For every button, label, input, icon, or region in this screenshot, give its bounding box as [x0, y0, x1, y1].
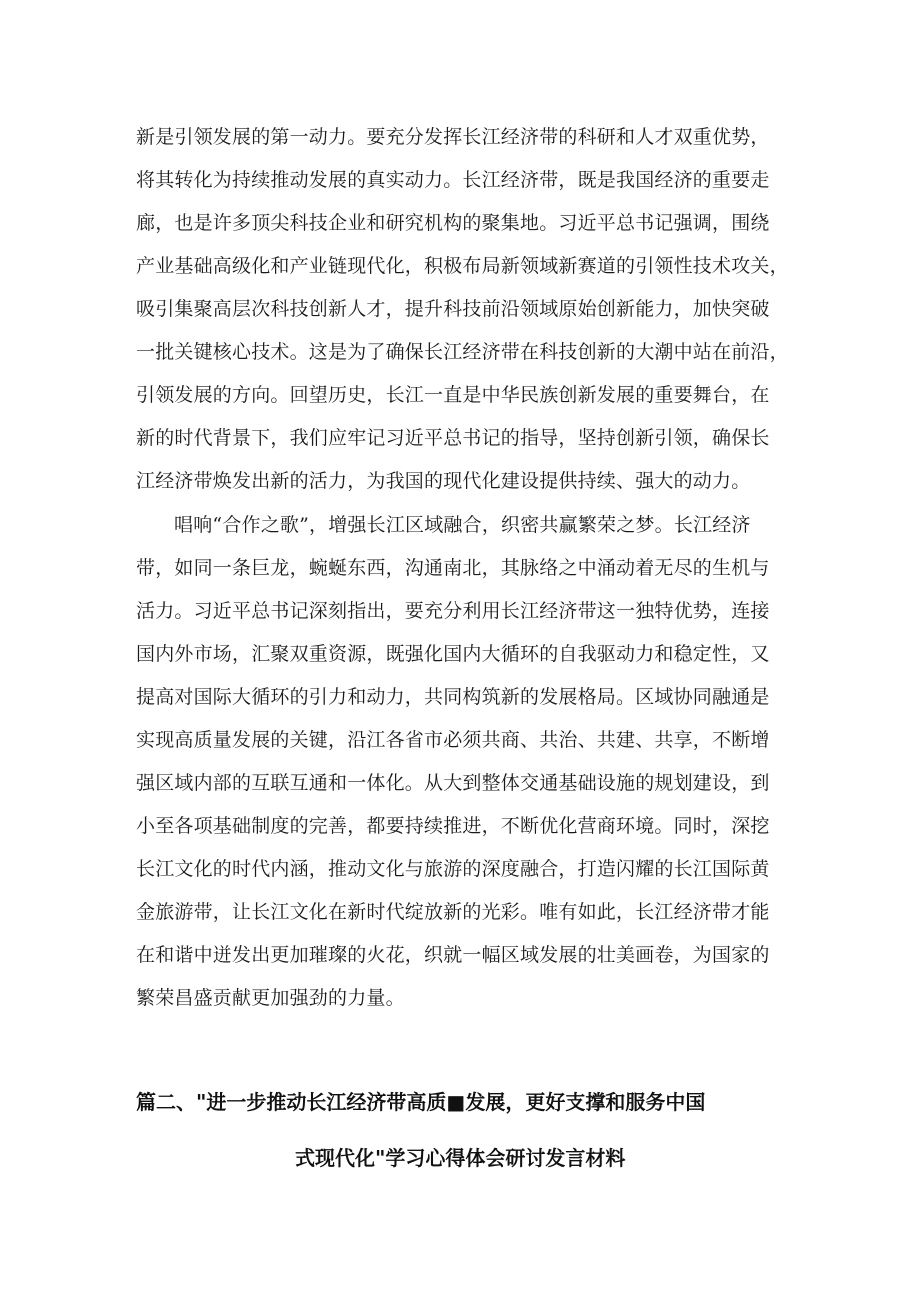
text-line: 金旅游带，让长江文化在新时代绽放新的光彩。唯有如此，长江经济带才能	[136, 901, 770, 923]
text-line: 产业基础高级化和产业链现代化，积极布局新领域新赛道的引领性技术攻关，	[136, 255, 789, 277]
text-line: 活力。习近平总书记深刻指出，要充分利用长江经济带这一独特优势，连接	[136, 600, 770, 622]
text-line: 吸引集聚高层次科技创新人才，提升科技前沿领域原始创新能力，加快突破	[136, 298, 770, 320]
text-line: 江经济带焕发出新的活力，为我国的现代化建设提供持续、强大的动力。	[136, 470, 751, 492]
text-line: 新是引领发展的第一动力。要充分发挥长江经济带的科研和人才双重优势，	[136, 126, 770, 148]
text-line: 国内外市场，汇聚双重资源，既强化国内大循环的自我驱动力和稳定性，又	[136, 643, 770, 665]
section-heading-line-2: 式现代化"学习心得体会研讨发言材料	[295, 1146, 626, 1170]
text-line: 唱响“合作之歌”，增强长江区域融合，织密共赢繁荣之梦。长江经济	[174, 514, 751, 536]
text-line: 长江文化的时代内涵，推动文化与旅游的深度融合，打造闪耀的长江国际黄	[136, 858, 770, 880]
text-line: 繁荣昌盛贡献更加强劲的力量。	[136, 987, 405, 1009]
text-line: 新的时代背景下，我们应牢记习近平总书记的指导，坚持创新引领，确保长	[136, 427, 770, 449]
text-line: 实现高质量发展的关键，沿江各省市必须共商、共治、共建、共享，不断增	[136, 729, 770, 751]
text-line: 强区域内部的互联互通和一体化。从大到整体交通基础设施的规划建设，到	[136, 772, 770, 794]
text-line: 提高对国际大循环的引力和动力，共同构筑新的发展格局。区域协同融通是	[136, 686, 770, 708]
text-line: 小至各项基础制度的完善，都要持续推进，不断优化营商环境。同时，深挖	[136, 815, 770, 837]
text-line: 在和谐中迸发出更加璀璨的火花，织就一幅区域发展的壮美画卷，为国家的	[136, 944, 770, 966]
text-line: 带，如同一条巨龙，蜿蜒东西，沟通南北，其脉络之中涌动着无尽的生机与	[136, 557, 770, 579]
text-line: 廊，也是许多顶尖科技企业和研究机构的聚集地。习近平总书记强调，围绕	[136, 212, 770, 234]
text-line: 一批关键核心技术。这是为了确保长江经济带在科技创新的大潮中站在前沿，	[136, 341, 789, 363]
text-line: 引领发展的方向。回望历史，长江一直是中华民族创新发展的重要舞台，在	[136, 384, 770, 406]
section-heading-line-1: 篇二、"进一步推动长江经济带高质■发展，更好支撑和服务中国	[136, 1090, 706, 1114]
text-line: 将其转化为持续推动发展的真实动力。长江经济带，既是我国经济的重要走	[136, 169, 770, 191]
